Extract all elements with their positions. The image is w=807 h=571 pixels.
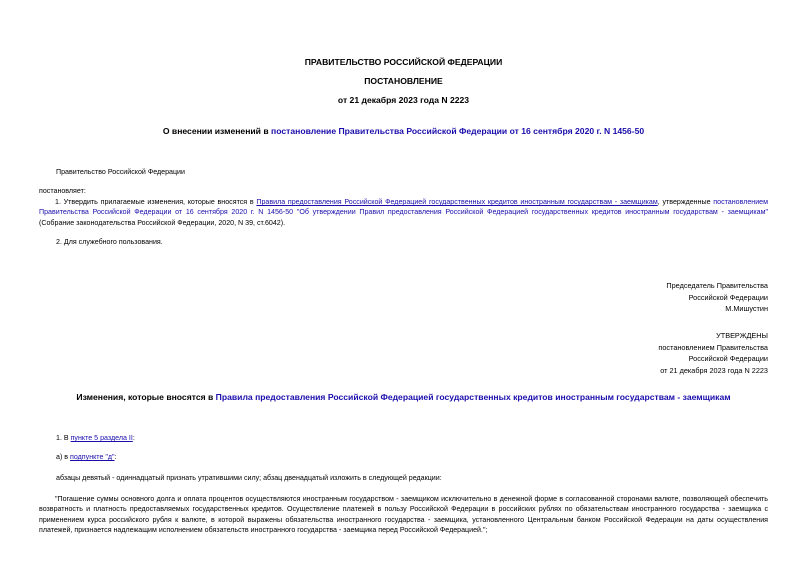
approval-block [658, 330, 768, 376]
change-1-suffix: : [132, 434, 135, 442]
changes-rules-link[interactable]: Правила предоставления Российской Федерацией государственных кредитов иностранным государствам - заемщикам [215, 392, 731, 402]
approval-resolution: постановлением Правительства [658, 342, 768, 352]
paragraph-item-1 [39, 197, 768, 228]
item-1-text-b: , утвержденные [657, 198, 714, 206]
change-item-1a [56, 452, 117, 462]
resolution-link[interactable]: постановлением Правительства Российской Федерации от 16 сентября 2020 г. N 1456-50 "Об утверждении Правил предоставления Российской Федерацией государственных кредитов иностранным государствам - заемщикам" [39, 198, 768, 217]
document-title-text: О внесении изменений в [162, 126, 272, 136]
subclause-d-link[interactable]: подпункте "д" [70, 453, 115, 461]
item-1-text-a: 1. Утвердить прилагаемые изменения, которые вносятся в [55, 198, 257, 206]
change-1a-text: абзацы девятый - одиннадцатый признать утратившими силу; абзац двенадцатый изложить в следующей редакции: [56, 474, 442, 482]
document-type-heading: ПОСТАНОВЛЕНИЕ [364, 76, 443, 86]
changes-title-text: Изменения, которые вносятся в [76, 392, 216, 402]
approval-date-number: от 21 декабря 2023 года N 2223 [660, 365, 768, 375]
approval-heading: УТВЕРЖДЕНЫ [716, 331, 768, 340]
amended-resolution-link[interactable]: постановление Правительства Российской Федерации от 16 сентября 2020 г. N 1456-50 [271, 126, 645, 136]
change-1a-prefix: а) в [56, 453, 71, 461]
changes-title [0, 392, 807, 403]
item-1-text-c: (Собрание законодательства Российской Федерации, 2020, N 39, ст.6042). [39, 218, 286, 227]
clause-5-link[interactable]: пункте 5 раздела II [70, 434, 133, 442]
rules-link[interactable]: Правила предоставления Российской Федерацией государственных кредитов иностранным государствам - заемщикам [256, 198, 658, 206]
change-1-prefix: 1. В [56, 434, 71, 442]
paragraph-item-2: 2. Для служебного пользования. [56, 238, 163, 246]
document-date-number: от 21 декабря 2023 года N 2223 [337, 95, 470, 105]
quoted-paragraph: "Погашение суммы основного долга и оплата процентов осуществляются иностранным государством - заемщиком исключительно в денежной форме в согласованной сторонами валюте, позволяющей обеспечить возвратность и платность предоставляемых государственных кредитов. Осуществление платежей в пользу Российской Федерации в российских рублях по обязательствам иностранного государства - заемщика с применением курса российского рубля к валюте, в которой выражены обязательства иностранного государства - заемщика, установленного Центральным банком Российской Федерации на даты осуществления платежей, признается надлежащим исполнением обязательств иностранного государства - заемщика перед Российской Федерацией."; [39, 495, 768, 535]
signature-name: М.Мишустин [725, 304, 768, 313]
signature-position: Председатель Правительства [666, 281, 768, 290]
change-1a-suffix: : [114, 453, 117, 461]
change-item-1 [56, 433, 135, 443]
authority-heading: ПРАВИТЕЛЬСТВО РОССИЙСКОЙ ФЕДЕРАЦИИ [304, 57, 503, 67]
intro-resolves: постановляет: [39, 187, 86, 195]
approval-organization: Российской Федерации [688, 354, 768, 363]
signature-block [666, 280, 768, 315]
intro-authority: Правительство Российской Федерации [56, 168, 185, 176]
document-title [0, 126, 807, 137]
signature-organization: Российской Федерации [688, 292, 768, 302]
